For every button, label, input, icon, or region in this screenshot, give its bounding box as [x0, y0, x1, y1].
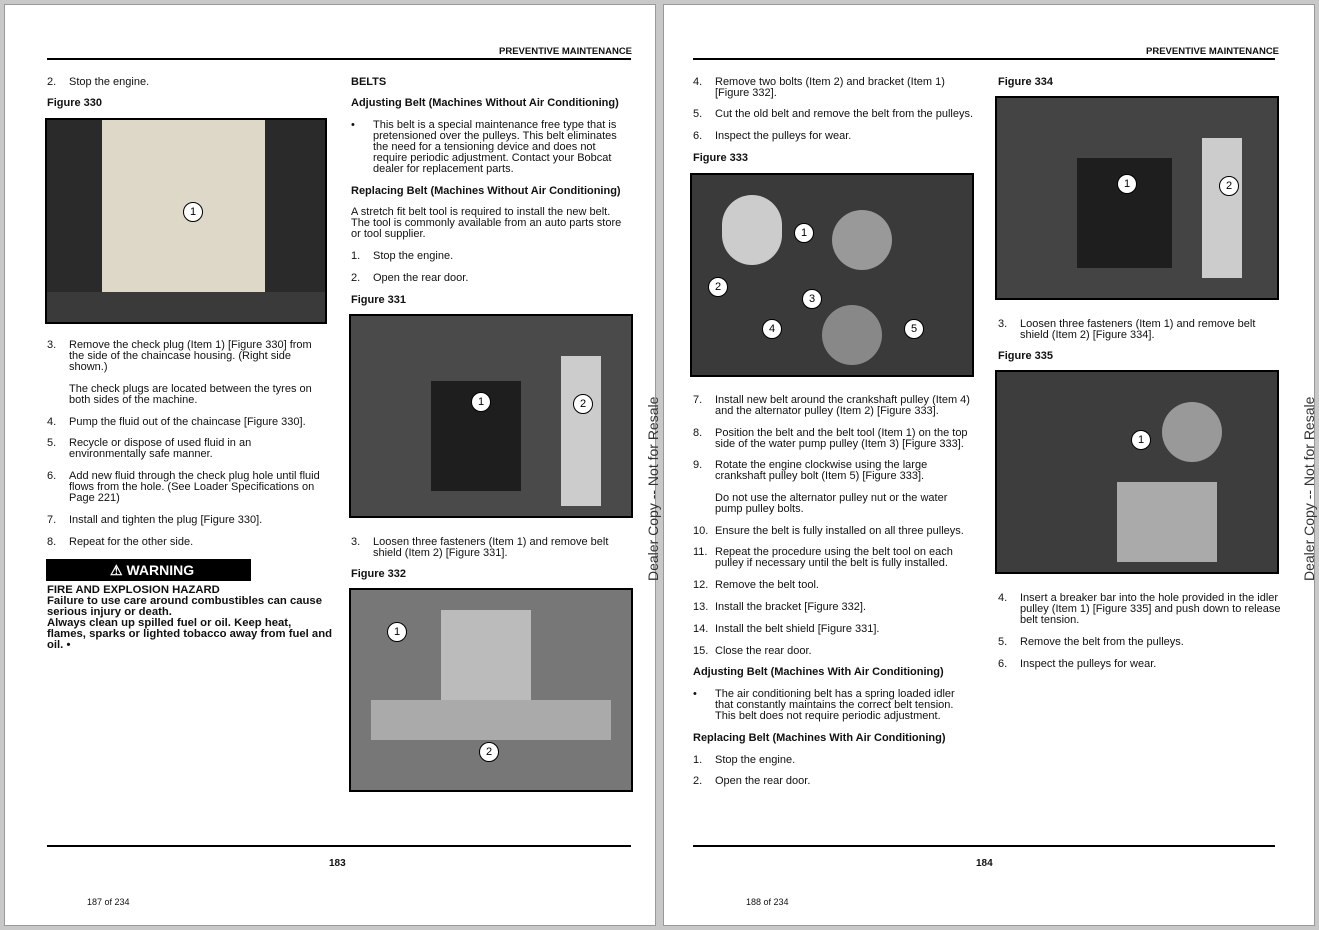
running-header: PREVENTIVE MAINTENANCE [499, 46, 633, 57]
step: 5. Recycle or dispose of used fluid in an environmentally safe manner. [47, 437, 252, 460]
subsection-title: Adjusting Belt (Machines Without Air Conditioning) [351, 97, 619, 109]
figure-caption: Figure 334 [998, 76, 1054, 88]
callout-4: 4 [762, 319, 782, 339]
step: 5. Remove the belt from the pulleys. [998, 636, 1184, 648]
callout-3: 3 [802, 289, 822, 309]
step: 3. Loosen three fasteners (Item 1) and remove belt shield (Item 2) [Figure 331]. [351, 536, 609, 559]
callout-2: 2 [1219, 176, 1239, 196]
callout-1: 1 [387, 622, 407, 642]
step: 6. Inspect the pulleys for wear. [693, 130, 852, 142]
step: 8. Position the belt and the belt tool (Item 1) on the top side of the water pump pulley (Item 3) [Figure 333]. [693, 427, 968, 450]
warning-text: Failure to use care around combustibles can cause serious injury or death. [47, 595, 322, 618]
step: 15. Close the rear door. [693, 645, 812, 657]
subsection-title: Replacing Belt (Machines With Air Conditioning) [693, 732, 946, 744]
figure-333-image [690, 173, 974, 377]
figure-caption: Figure 332 [351, 568, 407, 580]
figure-334-image [995, 96, 1279, 300]
callout-1: 1 [794, 223, 814, 243]
step: 13. Install the bracket [Figure 332]. [693, 601, 867, 613]
note: The check plugs are located between the tyres on both sides of the machine. [69, 383, 312, 406]
warning-banner: ⚠ WARNING [46, 559, 251, 581]
callout-2: 2 [479, 742, 499, 762]
running-header: PREVENTIVE MAINTENANCE [1146, 46, 1280, 57]
warning-title: FIRE AND EXPLOSION HAZARD [47, 584, 220, 596]
step: 9. Rotate the engine clockwise using the large crankshaft pulley bolt (Item 5) [Figure 333]. [693, 459, 928, 482]
step: 1. Stop the engine. [351, 250, 454, 262]
bullet: • The air conditioning belt has a spring loaded idler that constantly maintains the correct belt tension. This belt does not require periodic adjustment. [693, 688, 955, 722]
step: 4. Pump the fluid out of the chaincase [Figure 330]. [47, 416, 306, 428]
step: 7. Install and tighten the plug [Figure 330]. [47, 514, 263, 526]
watermark: Dealer Copy -- Not for Resale [645, 396, 661, 581]
callout-2: 2 [573, 394, 593, 414]
subsection-title: Adjusting Belt (Machines With Air Conditioning) [693, 666, 944, 678]
step: 6. Add new fluid through the check plug hole until fluid flows from the hole. (See Loader Specifications on Page 221) [47, 470, 320, 504]
page-number: 184 [976, 858, 993, 869]
step: 10. Ensure the belt is fully installed on all three pulleys. [693, 525, 964, 537]
page-count: 188 of 234 [746, 897, 789, 907]
step: 2. Open the rear door. [693, 775, 811, 787]
paragraph: A stretch fit belt tool is required to install the new belt. The tool is commonly available from an auto parts store or tool supplier. [351, 206, 622, 240]
page-184 [663, 4, 1315, 926]
step: 2. Open the rear door. [351, 272, 469, 284]
watermark: Dealer Copy -- Not for Resale [1301, 396, 1317, 581]
step: 6. Inspect the pulleys for wear. [998, 658, 1157, 670]
step: 8. Repeat for the other side. [47, 536, 194, 548]
callout-2: 2 [708, 277, 728, 297]
page-183 [4, 4, 661, 926]
callout-5: 5 [904, 319, 924, 339]
step: 5. Cut the old belt and remove the belt from the pulleys. [693, 108, 974, 120]
figure-caption: Figure 330 [47, 97, 103, 109]
figure-330-image [45, 118, 327, 324]
step: 2. Stop the engine. [47, 76, 150, 88]
figure-331-image [349, 314, 633, 518]
note: Do not use the alternator pulley nut or the water pump pulley bolts. [715, 492, 948, 515]
warning-icon: ⚠ [110, 562, 127, 578]
callout-1: 1 [183, 202, 203, 222]
step: 4. Insert a breaker bar into the hole provided in the idler pulley (Item 1) [Figure 335] and push down to release belt tension. [998, 592, 1281, 626]
step: 14. Install the belt shield [Figure 331]. [693, 623, 880, 635]
page-number: 183 [329, 858, 346, 869]
callout-1: 1 [1131, 430, 1151, 450]
page-count: 187 of 234 [87, 897, 130, 907]
figure-caption: Figure 331 [351, 294, 407, 306]
callout-1: 1 [471, 392, 491, 412]
step: 1. Stop the engine. [693, 754, 796, 766]
step: 12. Remove the belt tool. [693, 579, 819, 591]
figure-caption: Figure 335 [998, 350, 1054, 362]
step: 3. Remove the check plug (Item 1) [Figure 330] from the side of the chaincase housing. (Right side shown.) [47, 339, 312, 373]
callout-1: 1 [1117, 174, 1137, 194]
figure-335-image [995, 370, 1279, 574]
figure-332-image [349, 588, 633, 792]
step: 3. Loosen three fasteners (Item 1) and remove belt shield (Item 2) [Figure 334]. [998, 318, 1256, 341]
step: 7. Install new belt around the crankshaft pulley (Item 4) and the alternator pulley (Item 2) [Figure 333]. [693, 394, 970, 417]
step: 4. Remove two bolts (Item 2) and bracket (Item 1) [Figure 332]. [693, 76, 945, 99]
bullet: • This belt is a special maintenance free type that is pretensioned over the pulleys. This belt eliminates the need for a tensioning device and does not require periodic adjustment. Contact your Bobcat dealer for replacement parts. [351, 119, 617, 175]
section-title: BELTS [351, 76, 387, 88]
step: 11. Repeat the procedure using the belt tool on each pulley if necessary until the belt is fully installed. [693, 546, 953, 569]
figure-caption: Figure 333 [693, 152, 749, 164]
warning-text: Always clean up spilled fuel or oil. Keep heat, flames, sparks or lighted tobacco away from fuel and oil. • [47, 617, 333, 651]
subsection-title: Replacing Belt (Machines Without Air Conditioning) [351, 185, 621, 197]
